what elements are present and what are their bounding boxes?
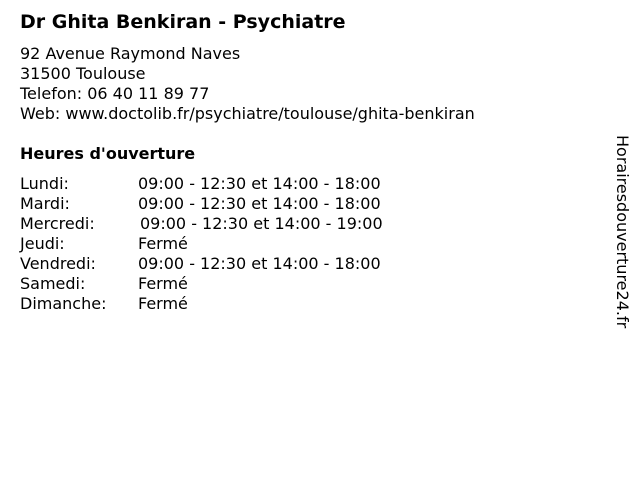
address-block [20,44,475,124]
day-label: Lundi: [20,174,69,193]
day-label: Mardi: [20,194,70,213]
site-watermark: Horairesdouverture24.fr [613,135,632,329]
street-address: 92 Avenue Raymond Naves [20,44,241,63]
day-hours: Fermé [138,294,188,313]
day-hours: Fermé [138,234,188,253]
day-label: Dimanche: [20,294,107,313]
day-label: Mercredi: [20,214,95,233]
day-label: Jeudi: [20,234,65,253]
day-label: Vendredi: [20,254,96,273]
phone-number: Telefon: 06 40 11 89 77 [20,84,210,103]
day-hours: 09:00 - 12:30 et 14:00 - 19:00 [140,214,383,233]
day-hours: 09:00 - 12:30 et 14:00 - 18:00 [138,254,381,273]
day-hours: 09:00 - 12:30 et 14:00 - 18:00 [138,174,381,193]
day-hours: Fermé [138,274,188,293]
city-postal: 31500 Toulouse [20,64,146,83]
website: Web: www.doctolib.fr/psychiatre/toulouse/ghita-benkiran [20,104,475,123]
day-label: Samedi: [20,274,86,293]
page-title: Dr Ghita Benkiran - Psychiatre [20,11,346,33]
opening-hours-heading: Heures d'ouverture [20,144,196,163]
day-hours: 09:00 - 12:30 et 14:00 - 18:00 [138,194,381,213]
